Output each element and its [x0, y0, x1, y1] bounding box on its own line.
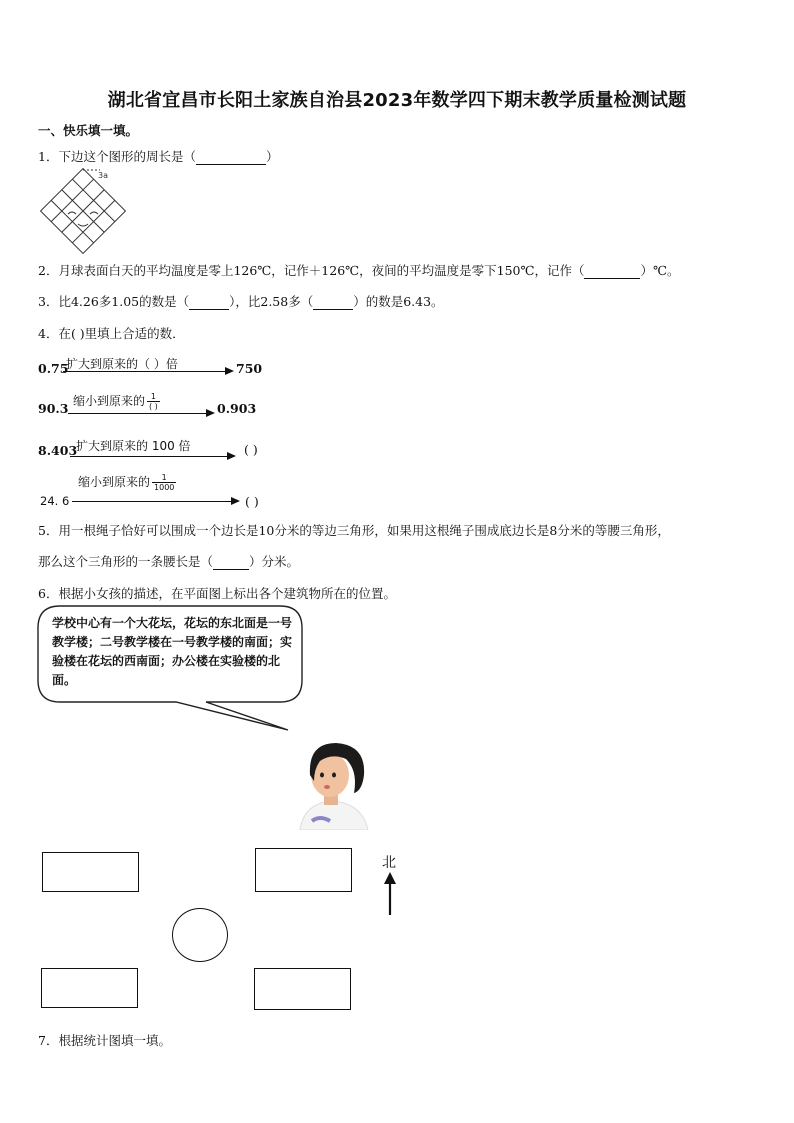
- question-7: 7．根据统计图填一填。: [38, 1033, 171, 1048]
- q4-row4-fraction: $\frac{1}{1000}$: [154, 473, 175, 492]
- q4-row1-arrowhead: [225, 367, 234, 375]
- q4-row4-left: 24. 6: [40, 494, 70, 508]
- question-4: 4．在( )里填上合适的数．: [38, 326, 185, 341]
- q4-row4-arrow: [72, 501, 232, 502]
- q5-line2-text: 那么这个三角形的一条腰长是（: [38, 554, 214, 569]
- q3-part1: 3．比4.26多1.05的数是（: [38, 294, 190, 309]
- q4-row2-left: 90.3: [38, 401, 69, 416]
- q5-line2-suffix: ）分米。: [249, 554, 300, 569]
- q4-row1-label: 扩大到原来的（ ）倍: [66, 357, 178, 371]
- speech-bubble-text: 学校中心有一个大花坛，花坛的东北面是一号教学楼；二号教学楼在一号教学楼的南面；实验楼在花坛的西南面；办公楼在实验楼的北面。: [52, 616, 293, 687]
- q4-row3-arrow: [70, 456, 228, 457]
- q4-row2-label-wrap: [73, 392, 160, 411]
- q4-row2-arrow: [68, 413, 207, 414]
- q4-row4-arrowhead: [231, 497, 240, 505]
- plan-box-top-left[interactable]: [42, 852, 139, 892]
- q3-part3: ）的数是6.43。: [353, 294, 444, 309]
- q1-suffix: ）: [265, 149, 279, 164]
- q4-row2-label: 缩小到原来的: [73, 394, 146, 408]
- girl-illustration: [290, 735, 375, 830]
- question-5-line1: 5．用一根绳子恰好可以围成一个边长是10分米的等边三角形，如果用这根绳子围成底边长是8分米的等腰三角形，: [38, 523, 670, 538]
- q4-row2-arrowhead: [206, 409, 215, 417]
- q4-row4-right[interactable]: ( ): [245, 494, 259, 509]
- q4-row1-arrow: [63, 371, 226, 372]
- question-6: 6．根据小女孩的描述，在平面图上标出各个建筑物所在的位置。: [38, 586, 396, 601]
- q1-text: 1．下边这个图形的周长是（: [38, 149, 196, 164]
- q4-row1-left: 0.75: [38, 361, 69, 376]
- section-heading: 一、快乐填一填。: [38, 123, 139, 138]
- q1-blank[interactable]: [196, 150, 266, 165]
- north-arrow-icon: [382, 872, 398, 916]
- q4-row2-right: 0.903: [217, 401, 257, 416]
- question-2: [38, 261, 679, 279]
- plan-flower-bed-circle[interactable]: [172, 908, 228, 962]
- q3-blank-1[interactable]: [189, 295, 229, 310]
- question-3: [38, 292, 444, 310]
- q4-row2-fraction: $\frac{1}{( )}$: [149, 392, 158, 411]
- q1-figure-label: 3a: [98, 171, 108, 180]
- q5-blank[interactable]: [213, 555, 249, 570]
- q3-blank-2[interactable]: [313, 295, 353, 310]
- question-5-line2: [38, 552, 299, 570]
- q4-row3-right[interactable]: ( ): [244, 442, 258, 457]
- q3-part2: ），比2.58多（: [229, 294, 314, 309]
- q2-text: 2．月球表面白天的平均温度是零上126℃，记作＋126℃，夜间的平均温度是零下150℃，记作（: [38, 263, 585, 278]
- q4-row3-left: 8.403: [38, 443, 78, 458]
- q4-row1-right: 750: [236, 361, 263, 376]
- q2-blank[interactable]: [584, 264, 640, 279]
- north-label: 北: [382, 855, 396, 871]
- q1-figure: [38, 166, 128, 256]
- q4-row3-arrowhead: [227, 452, 236, 460]
- question-1: [38, 147, 278, 165]
- plan-box-bottom-right[interactable]: [254, 968, 351, 1010]
- q4-row4-label-wrap: [78, 473, 176, 492]
- plan-box-bottom-left[interactable]: [41, 968, 138, 1008]
- page-title: 湖北省宜昌市长阳土家族自治县2023年数学四下期末教学质量检测试题: [107, 90, 687, 111]
- plan-box-top-right[interactable]: [255, 848, 352, 892]
- q4-row4-label: 缩小到原来的: [78, 475, 151, 489]
- q4-row3-label: 扩大到原来的 100 倍: [76, 439, 191, 453]
- q2-suffix: ）℃。: [640, 263, 680, 278]
